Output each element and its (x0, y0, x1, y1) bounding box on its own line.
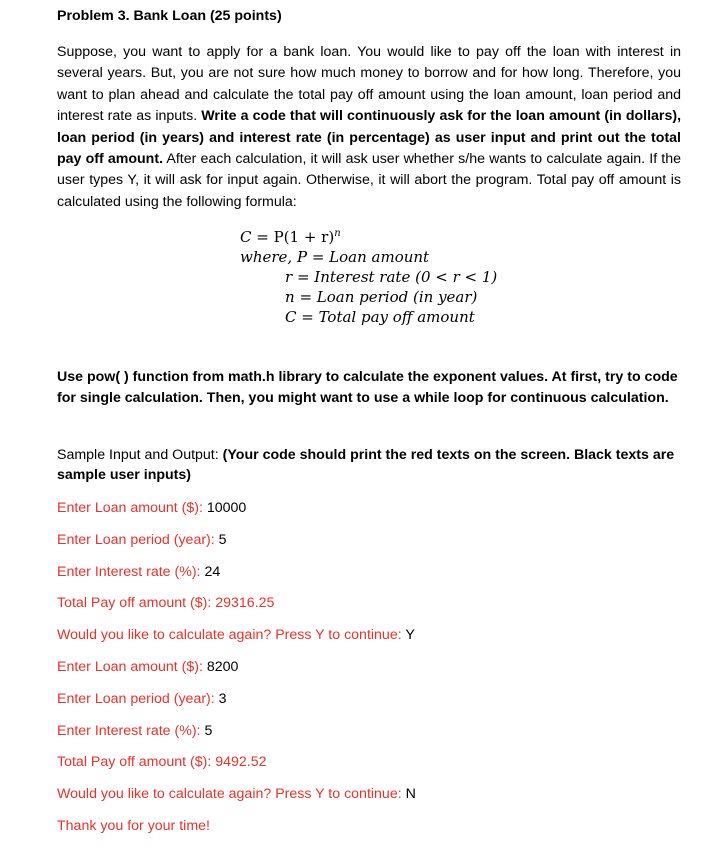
io-prompt: Enter Interest rate (%): (57, 722, 205, 739)
description-part1: Suppose, you want to apply for a bank loan. You would like to pay off the loan with interest in several years. But, you are not sure how much money to borrow and for how long. Therefore, you want to plan ahead and calculate the total pay off amount using the loan amount, loan period and interest rate as inputs. (57, 44, 681, 125)
formula-where: where, P (240, 248, 308, 266)
io-prompt: Enter Loan period (year): (57, 690, 219, 707)
io-prompt: Would you like to calculate again? Press Y to continue: (57, 786, 406, 803)
formula-exponent: n (334, 228, 341, 239)
formula-line-4 (285, 288, 477, 306)
io-line (57, 721, 416, 753)
pow-note: Use pow( ) function from math.h library to calculate the exponent values. At first, try to code for single calculation. Then, you might want to use a while loop for continuous calculation. (57, 369, 678, 406)
formula-c: C (240, 228, 252, 246)
io-line (57, 689, 416, 721)
io-prompt: Enter Loan amount ($): (57, 658, 207, 675)
io-user-input: 5 (218, 531, 227, 548)
formula-line-5 (285, 308, 475, 326)
sample-io (57, 498, 416, 848)
io-line (57, 784, 416, 816)
io-line (57, 657, 416, 689)
io-prompt: Enter Interest rate (%): (57, 563, 205, 580)
io-prompt: Total Pay off amount ($): 9492.52 (57, 754, 267, 771)
io-user-input: 5 (204, 722, 213, 739)
io-user-input: 24 (204, 563, 221, 580)
io-prompt: Enter Loan period (year): (57, 531, 219, 548)
sample-heading-plain: Sample Input and Output: (57, 447, 223, 463)
io-user-input: Y (405, 627, 415, 644)
sample-heading (57, 445, 687, 485)
io-line (57, 593, 416, 625)
io-prompt: Total Pay off amount ($): 29316.25 (57, 595, 275, 612)
io-line (57, 562, 416, 594)
problem-title: Problem 3. Bank Loan (25 points) (57, 8, 282, 24)
io-prompt: Would you like to calculate again? Press Y to continue: (57, 627, 406, 644)
io-user-input: 8200 (206, 658, 239, 675)
formula-total-payoff: = Total pay off amount (296, 308, 475, 326)
formula-r: r (285, 268, 293, 286)
io-line (57, 816, 416, 848)
io-line (57, 625, 416, 657)
io-line (57, 530, 416, 562)
formula-c2: C (285, 308, 297, 326)
formula-line-2 (240, 248, 429, 266)
description-part2: After each calculation, it will ask user whether s/he wants to calculate again. If the user types Y, it will ask for input again. Otherwise, it will abort the program. Total pay off amount is calculated using the following formula: (57, 151, 681, 210)
io-line (57, 498, 416, 530)
description-bold: Write a code that will continuously ask for the loan amount (in dollars), loan period (in years) and interest rate (in percentage) as user input and print out the total pay off amount. (57, 108, 682, 168)
sample-heading-bold: (Your code should print the red texts on the screen. Black texts are sample user inputs) (57, 447, 675, 483)
formula-loan-amount: = Loan amount (307, 248, 430, 266)
io-line (57, 752, 416, 784)
problem-description (57, 42, 681, 213)
io-user-input: N (405, 786, 416, 803)
formula-expression: = P(1 + r) (251, 228, 335, 246)
io-user-input: 10000 (206, 500, 247, 516)
io-prompt: Thank you for your time! (57, 817, 210, 834)
formula-line-3 (285, 268, 497, 286)
formula-n: n (285, 288, 295, 306)
formula-line-1 (240, 228, 341, 246)
formula-interest-rate: = Interest rate (0 < r < 1) (292, 268, 498, 286)
io-prompt: Enter Loan amount ($): (57, 500, 207, 516)
io-user-input: 3 (218, 690, 227, 707)
formula-loan-period: = Loan period (in year) (294, 288, 478, 306)
